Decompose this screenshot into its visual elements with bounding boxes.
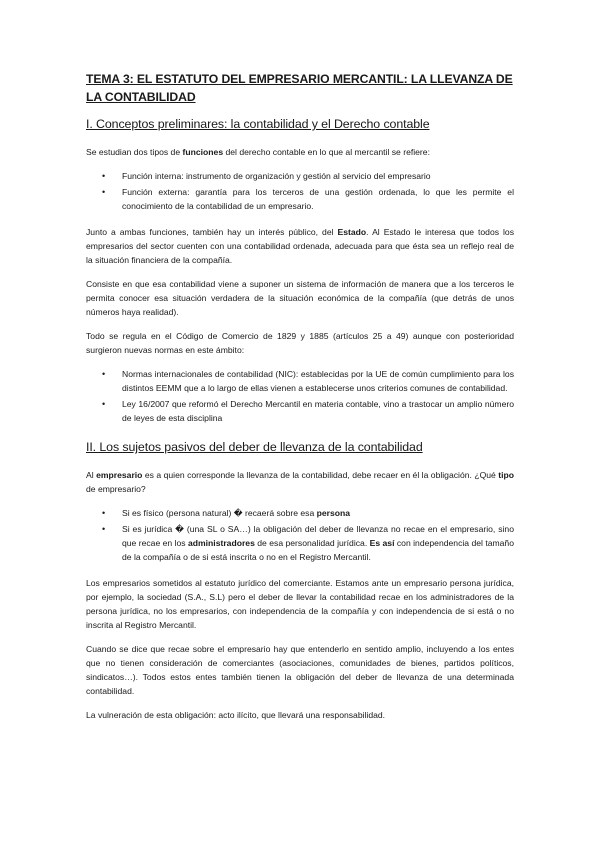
document-title: TEMA 3: EL ESTATUTO DEL EMPRESARIO MERCANTIL: LA LLEVANZA DE LA CONTABILIDAD (86, 72, 513, 104)
section-2-heading: II. Los sujetos pasivos del deber de llevanza de la contabilidad (86, 440, 423, 454)
functions-list (86, 169, 514, 213)
list-item: • Función externa: garantía para los terceros de una gestión ordenada, lo que les permite el conocimiento de la contabilidad de un empresario. (108, 185, 514, 213)
paragraph-empresario: Al empresario es a quien corresponde la llevanza de la contabilidad, debe recaer en él la obligación. ¿Qué tipo de empresario? (86, 470, 515, 494)
paragraph-state-interest: Junto a ambas funciones, también hay un interés público, del Estado. Al Estado le interesa que todos los empresarios del sector cuenten con una contabilidad ordenada, adecuada para que ésta sea un reflejo real de la situación financiera de la compañía. (86, 227, 514, 265)
document-page (86, 70, 514, 732)
empresario-types-list (86, 506, 514, 564)
list-item: • Si es físico (persona natural) � recaerá sobre esa persona (108, 506, 514, 520)
list-item: • Si es jurídica � (una SL o SA…) la obligación del deber de llevanza no recae en el empresario, sino que recae en los administradores de esa personalidad jurídica. Es así con independencia del tamaño de la compañía o de si está inscrita o no en el Registro Mercantil. (108, 522, 514, 564)
list-item: • Normas internacionales de contabilidad (NIC): establecidas por la UE de común cumplimiento para los distintos EEMM que a lo largo de ellas vienen a establecerse unos criterios comunes de contabilidad. (108, 367, 514, 395)
regulation-list (86, 367, 514, 425)
paragraph-broad-sense: Cuando se dice que recae sobre el empresario hay que entenderlo en sentido amplio, incluyendo a los entes que no tienen consideración de comerciantes (asociaciones, comunidades de bienes, partidos políticos, sindicatos…). Todos estos entes también tienen la obligación del deber de llevanza de una determinada contabilidad. (86, 644, 514, 696)
list-item: • Ley 16/2007 que reformó el Derecho Mercantil en materia contable, vino a trastocar un amplio número de leyes de esta disciplina (108, 397, 514, 425)
paragraph-functions: Se estudian dos tipos de funciones del derecho contable en lo que al mercantil se refiere: (86, 147, 430, 157)
paragraph-information-system: Consiste en que esa contabilidad viene a suponer un sistema de información de manera que a los terceros le permita conocer esa situación verdadera de la situación económica de la compañía (que detrás de unos números haya realidad). (86, 279, 514, 317)
paragraph-statute: Los empresarios sometidos al estatuto jurídico del comerciante. Estamos ante un empresario persona jurídica, por ejemplo, la sociedad (S.A., S.L) pero el deber de llevar la contabilidad recae en los administradores de la persona jurídica, no los empresarios, con independencia de la compañía y con independencia de si está o no inscrita al Registro Mercantil. (86, 578, 514, 630)
section-1-heading: I. Conceptos preliminares: la contabilidad y el Derecho contable (86, 117, 430, 131)
list-item: • Función interna: instrumento de organización y gestión al servicio del empresario (108, 169, 514, 183)
paragraph-violation: La vulneración de esta obligación: acto ilícito, que llevará una responsabilidad. (86, 710, 386, 720)
paragraph-regulation: Todo se regula en el Código de Comercio de 1829 y 1885 (artículos 25 a 49) aunque con posterioridad surgieron nuevas normas en este ámbito: (86, 331, 514, 355)
